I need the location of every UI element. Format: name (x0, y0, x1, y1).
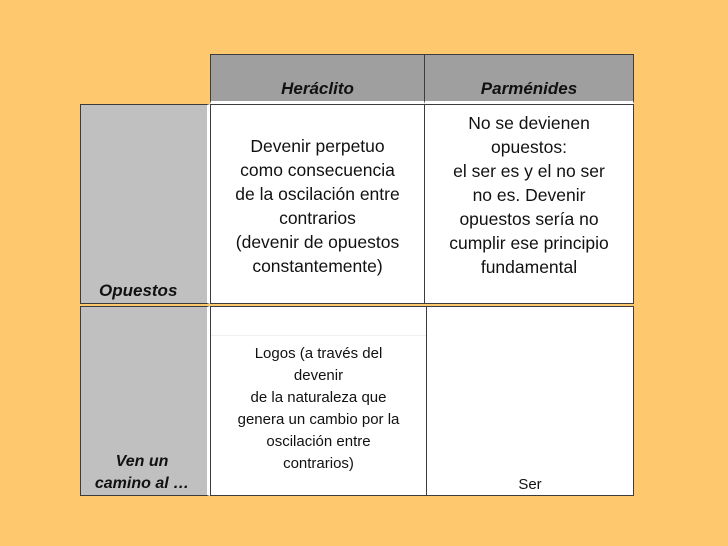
row-label-cell-camino (80, 306, 210, 496)
row-label-opuestos: Opuestos (99, 281, 178, 300)
header-heraclito (210, 54, 425, 104)
cell-opuestos-parmenides (424, 104, 634, 304)
cell-top-divider (211, 335, 426, 336)
text-opuestos-heraclito: Devenir perpetuo como consecuencia de la oscilación entre contrarios (devenir de opuestos constantemente) (235, 136, 400, 276)
row-label-cell-opuestos (80, 104, 210, 304)
column-header-heraclito: Heráclito (281, 79, 354, 98)
text-camino-parmenides: Ser (518, 476, 542, 493)
row-label-camino: Ven un camino al … (94, 453, 190, 492)
cell-camino-heraclito (210, 306, 427, 496)
text-camino-heraclito: Logos (a través del devenir de la naturaleza que genera un cambio por la oscilación entre contrarios) (237, 345, 400, 472)
text-opuestos-parmenides: No se devienen opuestos: el ser es y el no ser no es. Devenir opuestos sería no cumplir ese principio fundamental (449, 113, 609, 277)
header-parmenides (424, 54, 634, 104)
cell-opuestos-heraclito (210, 104, 425, 304)
cell-camino-parmenides (426, 306, 634, 496)
column-header-parmenides: Parménides (480, 79, 578, 98)
